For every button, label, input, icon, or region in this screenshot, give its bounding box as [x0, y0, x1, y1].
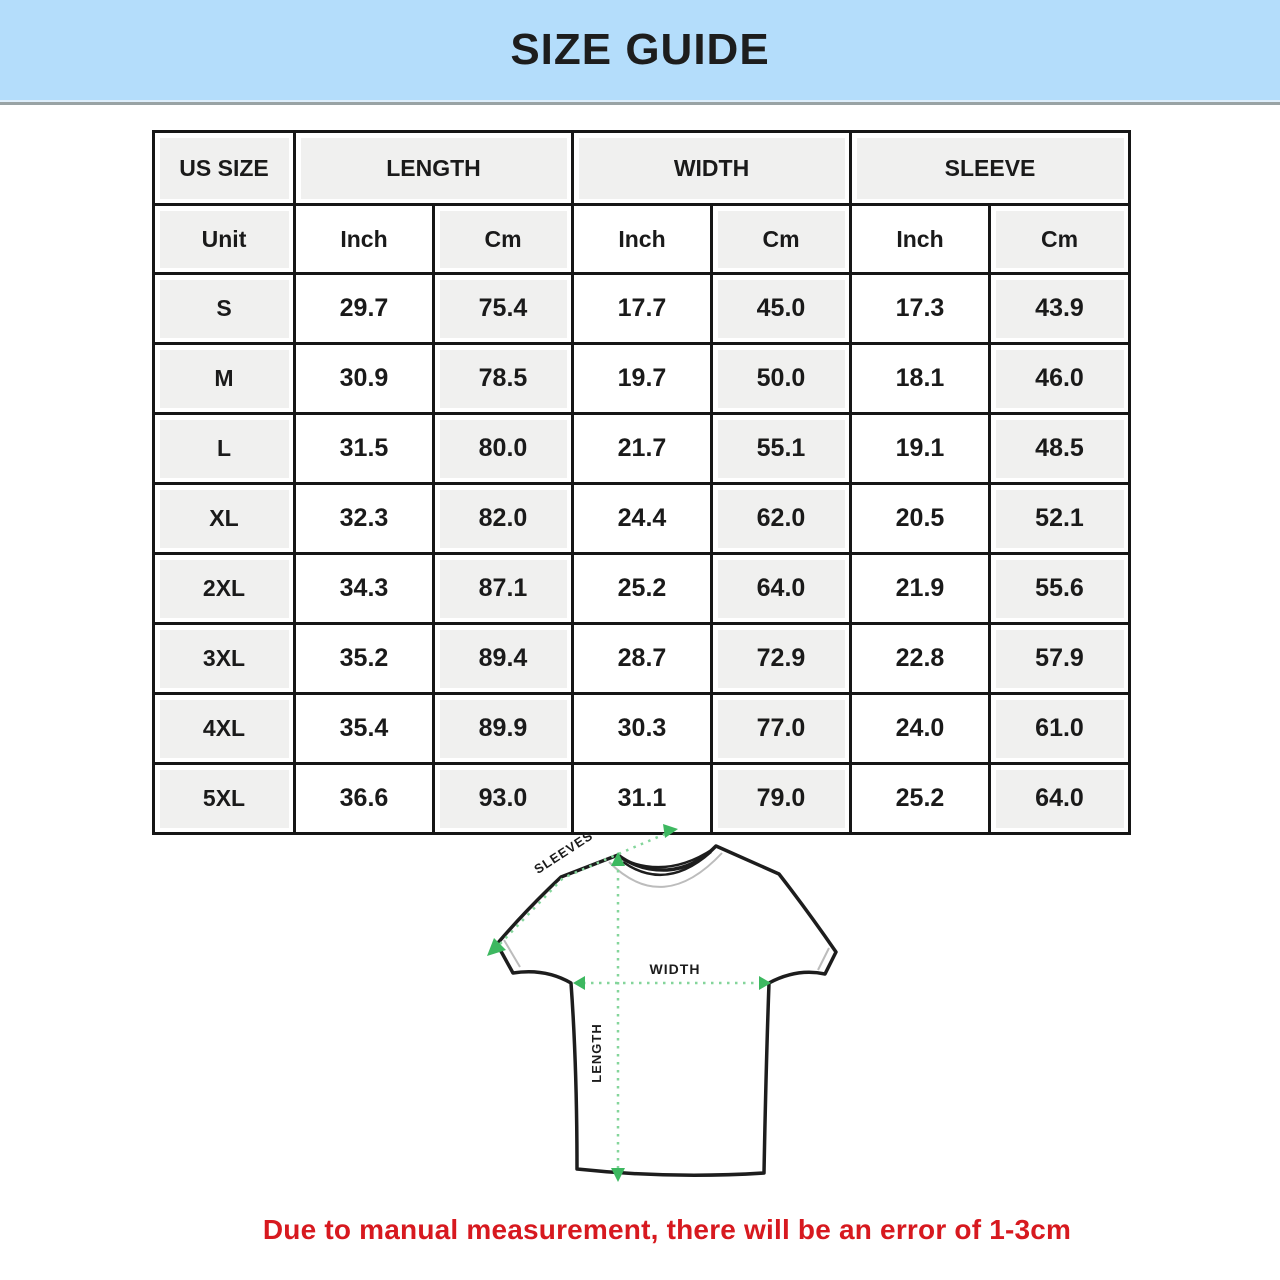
sleeve-arrow-right [663, 824, 678, 838]
value-cell: 22.8 [851, 624, 990, 694]
size-cell: 5XL [154, 764, 295, 834]
value-cell: 50.0 [712, 344, 851, 414]
value-cell: 89.9 [434, 694, 573, 764]
value-cell: 77.0 [712, 694, 851, 764]
value-cell: 28.7 [573, 624, 712, 694]
value-cell: 87.1 [434, 554, 573, 624]
size-cell: 2XL [154, 554, 295, 624]
table-group-header-row [154, 132, 1130, 205]
size-cell: S [154, 274, 295, 344]
col-header-sleeve-inch: Inch [851, 205, 990, 274]
size-cell: M [154, 344, 295, 414]
value-cell: 82.0 [434, 484, 573, 554]
col-group-sleeve: SLEEVE [851, 132, 1130, 205]
value-cell: 29.7 [295, 274, 434, 344]
value-cell: 64.0 [712, 554, 851, 624]
value-cell: 89.4 [434, 624, 573, 694]
value-cell: 18.1 [851, 344, 990, 414]
col-header-sleeve-cm: Cm [990, 205, 1130, 274]
col-header-width-inch: Inch [573, 205, 712, 274]
table-row [154, 274, 1130, 344]
value-cell: 25.2 [573, 554, 712, 624]
value-cell: 20.5 [851, 484, 990, 554]
sleeves-label: SLEEVES [531, 827, 596, 877]
tshirt-diagram-svg [473, 816, 853, 1186]
value-cell: 46.0 [990, 344, 1130, 414]
table-row [154, 624, 1130, 694]
tshirt-outline [497, 846, 836, 1175]
value-cell: 34.3 [295, 554, 434, 624]
tshirt-measurement-diagram [473, 816, 853, 1186]
value-cell: 80.0 [434, 414, 573, 484]
value-cell: 24.4 [573, 484, 712, 554]
value-cell: 79.0 [712, 764, 851, 834]
value-cell: 45.0 [712, 274, 851, 344]
size-table [152, 130, 1131, 835]
value-cell: 31.1 [573, 764, 712, 834]
table-unit-header-row [154, 205, 1130, 274]
col-header-length-inch: Inch [295, 205, 434, 274]
width-label: WIDTH [649, 961, 701, 977]
value-cell: 57.9 [990, 624, 1130, 694]
col-group-us-size: US SIZE [154, 132, 295, 205]
size-cell: L [154, 414, 295, 484]
title-banner [0, 0, 1280, 100]
table-row [154, 694, 1130, 764]
value-cell: 35.2 [295, 624, 434, 694]
banner-edge-dark [0, 102, 1280, 105]
size-cell: 4XL [154, 694, 295, 764]
length-arrow-bottom [611, 1168, 625, 1182]
value-cell: 55.6 [990, 554, 1130, 624]
value-cell: 21.9 [851, 554, 990, 624]
length-label: LENGTH [589, 1023, 604, 1083]
value-cell: 72.9 [712, 624, 851, 694]
size-cell: 3XL [154, 624, 295, 694]
value-cell: 36.6 [295, 764, 434, 834]
table-row [154, 414, 1130, 484]
value-cell: 78.5 [434, 344, 573, 414]
value-cell: 64.0 [990, 764, 1130, 834]
size-cell: XL [154, 484, 295, 554]
table-row [154, 484, 1130, 554]
col-group-length: LENGTH [295, 132, 573, 205]
value-cell: 52.1 [990, 484, 1130, 554]
table-row [154, 554, 1130, 624]
measurement-disclaimer: Due to manual measurement, there will be an error of 1-3cm [262, 1214, 1072, 1245]
value-cell: 48.5 [990, 414, 1130, 484]
value-cell: 55.1 [712, 414, 851, 484]
value-cell: 31.5 [295, 414, 434, 484]
value-cell: 21.7 [573, 414, 712, 484]
value-cell: 17.3 [851, 274, 990, 344]
value-cell: 19.1 [851, 414, 990, 484]
value-cell: 30.3 [573, 694, 712, 764]
value-cell: 19.7 [573, 344, 712, 414]
value-cell: 32.3 [295, 484, 434, 554]
col-group-width: WIDTH [573, 132, 851, 205]
value-cell: 35.4 [295, 694, 434, 764]
unit-header: Unit [154, 205, 295, 274]
value-cell: 25.2 [851, 764, 990, 834]
value-cell: 75.4 [434, 274, 573, 344]
col-header-width-cm: Cm [712, 205, 851, 274]
value-cell: 24.0 [851, 694, 990, 764]
value-cell: 61.0 [990, 694, 1130, 764]
value-cell: 17.7 [573, 274, 712, 344]
page-title: SIZE GUIDE [510, 25, 770, 74]
value-cell: 30.9 [295, 344, 434, 414]
value-cell: 93.0 [434, 764, 573, 834]
table-row [154, 344, 1130, 414]
value-cell: 43.9 [990, 274, 1130, 344]
col-header-length-cm: Cm [434, 205, 573, 274]
value-cell: 62.0 [712, 484, 851, 554]
